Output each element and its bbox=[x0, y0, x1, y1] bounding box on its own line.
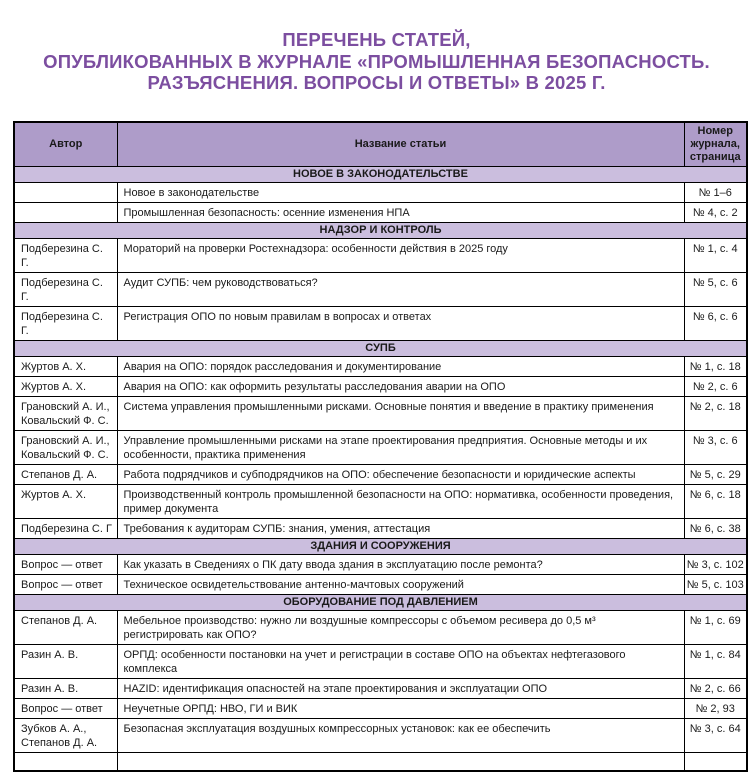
table-row bbox=[14, 202, 747, 222]
author-cell: Зубков А. А., Степанов Д. А. bbox=[14, 718, 117, 752]
article-title-cell: Неучетные ОРПД: НВО, ГИ и ВИК bbox=[117, 698, 684, 718]
author-cell: Подберезина С. Г. bbox=[14, 272, 117, 306]
section-row bbox=[14, 166, 747, 182]
issue-page-cell: № 2, с. 18 bbox=[684, 396, 747, 430]
article-title-cell: Техническое освидетельствование антенно-мачтовых сооружений bbox=[117, 574, 684, 594]
table-row bbox=[14, 396, 747, 430]
section-header: ЗДАНИЯ И СООРУЖЕНИЯ bbox=[14, 538, 747, 554]
author-cell: Подберезина С. Г. bbox=[14, 306, 117, 340]
column-header-issue-page: Номер журнала, страница bbox=[684, 122, 747, 167]
article-title-cell: Система управления промышленными рисками. Основные понятия и введение в практику применения bbox=[117, 396, 684, 430]
page-title-line-3: РАЗЪЯСНЕНИЯ. ВОПРОСЫ И ОТВЕТЫ» В 2025 Г. bbox=[147, 72, 605, 93]
table-row bbox=[14, 484, 747, 518]
author-cell: Вопрос — ответ bbox=[14, 574, 117, 594]
articles-table bbox=[13, 121, 748, 772]
author-cell: Вопрос — ответ bbox=[14, 698, 117, 718]
column-header-article-title: Название статьи bbox=[117, 122, 684, 167]
article-title-cell: Безопасная эксплуатация воздушных компрессорных установок: как ее обеспечить bbox=[117, 718, 684, 752]
article-title-cell: Новое в законодательстве bbox=[117, 182, 684, 202]
table-row bbox=[14, 356, 747, 376]
article-title-cell: Управление промышленными рисками на этапе проектирования предприятия. Основные методы и их особенности, практика применения bbox=[117, 430, 684, 464]
section-row bbox=[14, 340, 747, 356]
author-cell: Подберезина С. Г. bbox=[14, 238, 117, 272]
article-title-cell: Аудит СУПБ: чем руководствоваться? bbox=[117, 272, 684, 306]
section-row bbox=[14, 594, 747, 610]
table-row bbox=[14, 430, 747, 464]
issue-page-cell: № 1, с. 18 bbox=[684, 356, 747, 376]
table-header-row bbox=[14, 122, 747, 167]
issue-page-cell: № 5, с. 29 bbox=[684, 464, 747, 484]
issue-page-cell: № 5, с. 6 bbox=[684, 272, 747, 306]
author-cell: Журтов А. Х. bbox=[14, 356, 117, 376]
author-cell bbox=[14, 182, 117, 202]
author-cell: Грановский А. И., Ковальский Ф. С. bbox=[14, 430, 117, 464]
issue-page-cell: № 3, с. 6 bbox=[684, 430, 747, 464]
issue-page-cell: № 4, с. 2 bbox=[684, 202, 747, 222]
issue-page-cell bbox=[684, 752, 747, 771]
page-title bbox=[0, 29, 753, 94]
section-header: СУПБ bbox=[14, 340, 747, 356]
table-row bbox=[14, 644, 747, 678]
table-row bbox=[14, 610, 747, 644]
issue-page-cell: № 2, 93 bbox=[684, 698, 747, 718]
article-title-cell: Требования к аудиторам СУПБ: знания, умения, аттестация bbox=[117, 518, 684, 538]
article-title-cell: Мебельное производство: нужно ли воздушные компрессоры с объемом ресивера до 0,5 м³ регистрировать как ОПО? bbox=[117, 610, 684, 644]
table-row bbox=[14, 678, 747, 698]
issue-page-cell: № 1, с. 69 bbox=[684, 610, 747, 644]
table-row bbox=[14, 464, 747, 484]
table-row bbox=[14, 182, 747, 202]
article-title-cell: HAZID: идентификация опасностей на этапе проектирования и эксплуатации ОПО bbox=[117, 678, 684, 698]
author-cell bbox=[14, 752, 117, 771]
article-title-cell: Регистрация ОПО по новым правилам в вопросах и ответах bbox=[117, 306, 684, 340]
issue-page-cell: № 6, с. 6 bbox=[684, 306, 747, 340]
author-cell: Разин А. В. bbox=[14, 644, 117, 678]
table-row bbox=[14, 554, 747, 574]
section-row bbox=[14, 538, 747, 554]
issue-page-cell: № 5, с. 103 bbox=[684, 574, 747, 594]
issue-page-cell: № 2, с. 6 bbox=[684, 376, 747, 396]
author-cell: Подберезина С. Г bbox=[14, 518, 117, 538]
table-row bbox=[14, 752, 747, 771]
author-cell bbox=[14, 202, 117, 222]
issue-page-cell: № 1, с. 84 bbox=[684, 644, 747, 678]
table-header bbox=[14, 122, 747, 167]
article-title-cell bbox=[117, 752, 684, 771]
article-title-cell: Работа подрядчиков и субподрядчиков на ОПО: обеспечение безопасности и юридические аспекты bbox=[117, 464, 684, 484]
table-row bbox=[14, 306, 747, 340]
issue-page-cell: № 2, с. 66 bbox=[684, 678, 747, 698]
article-title-cell: Как указать в Сведениях о ПК дату ввода здания в эксплуатацию после ремонта? bbox=[117, 554, 684, 574]
article-title-cell: Авария на ОПО: как оформить результаты расследования аварии на ОПО bbox=[117, 376, 684, 396]
issue-page-cell: № 6, с. 38 bbox=[684, 518, 747, 538]
table-row bbox=[14, 574, 747, 594]
author-cell: Разин А. В. bbox=[14, 678, 117, 698]
table-row bbox=[14, 518, 747, 538]
table-row bbox=[14, 698, 747, 718]
author-cell: Журтов А. Х. bbox=[14, 376, 117, 396]
page-title-line-1: ПЕРЕЧЕНЬ СТАТЕЙ, bbox=[282, 29, 470, 50]
issue-page-cell: № 1–6 bbox=[684, 182, 747, 202]
table-row bbox=[14, 272, 747, 306]
document-page bbox=[0, 29, 753, 772]
author-cell: Степанов Д. А. bbox=[14, 464, 117, 484]
table-row bbox=[14, 376, 747, 396]
page-title-line-2: ОПУБЛИКОВАННЫХ В ЖУРНАЛЕ «ПРОМЫШЛЕННАЯ БЕЗОПАСНОСТЬ. bbox=[43, 51, 710, 72]
section-row bbox=[14, 222, 747, 238]
article-title-cell: Мораторий на проверки Ростехнадзора: особенности действия в 2025 году bbox=[117, 238, 684, 272]
article-title-cell: Производственный контроль промышленной безопасности на ОПО: нормативка, особенности проведения, пример документа bbox=[117, 484, 684, 518]
article-title-cell: Промышленная безопасность: осенние изменения НПА bbox=[117, 202, 684, 222]
issue-page-cell: № 6, с. 18 bbox=[684, 484, 747, 518]
issue-page-cell: № 1, с. 4 bbox=[684, 238, 747, 272]
column-header-author: Автор bbox=[14, 122, 117, 167]
table-row bbox=[14, 718, 747, 752]
author-cell: Журтов А. Х. bbox=[14, 484, 117, 518]
table-row bbox=[14, 238, 747, 272]
author-cell: Вопрос — ответ bbox=[14, 554, 117, 574]
article-title-cell: ОРПД: особенности постановки на учет и регистрации в составе ОПО на объектах нефтегазового комплекса bbox=[117, 644, 684, 678]
article-title-cell: Авария на ОПО: порядок расследования и документирование bbox=[117, 356, 684, 376]
section-header: НОВОЕ В ЗАКОНОДАТЕЛЬСТВЕ bbox=[14, 166, 747, 182]
issue-page-cell: № 3, с. 64 bbox=[684, 718, 747, 752]
issue-page-cell: № 3, с. 102 bbox=[684, 554, 747, 574]
author-cell: Грановский А. И., Ковальский Ф. С. bbox=[14, 396, 117, 430]
section-header: НАДЗОР И КОНТРОЛЬ bbox=[14, 222, 747, 238]
section-header: ОБОРУДОВАНИЕ ПОД ДАВЛЕНИЕМ bbox=[14, 594, 747, 610]
table-body bbox=[14, 166, 747, 771]
author-cell: Степанов Д. А. bbox=[14, 610, 117, 644]
